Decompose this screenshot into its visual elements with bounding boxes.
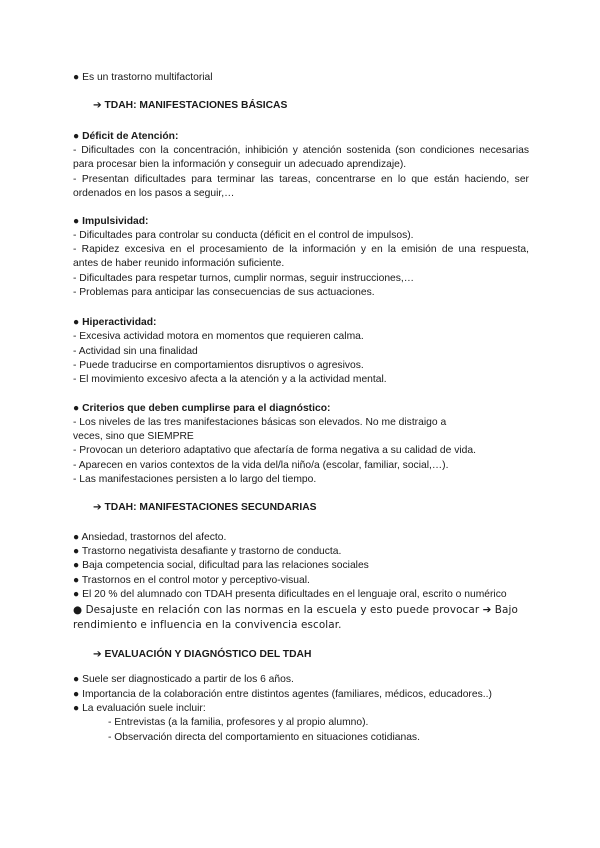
section-heading-evaluacion: ➔ EVALUACIÓN Y DIAGNÓSTICO DEL TDAH — [93, 649, 312, 660]
criterios-line: - Las manifestaciones persisten a lo largo del tiempo. — [73, 474, 317, 485]
criterios-line: - Aparecen en varios contextos de la vida del/la niño/a (escolar, familiar, social,…). — [73, 460, 449, 471]
evaluacion-item: ● Importancia de la colaboración entre distintos agentes (familiares, médicos, educadores..) — [73, 689, 492, 700]
desajuste-line: ● Desajuste en relación con las normas en la escuela y esto puede provocar ➔ Bajo — [73, 604, 518, 616]
impulsividad-line: - Dificultades para controlar su conducta (déficit en el control de impulsos). — [73, 230, 414, 241]
desajuste-line: rendimiento e influencia en la convivencia escolar. — [73, 619, 342, 631]
hiperactividad-line: - Puede traducirse en comportamientos disruptivos o agresivos. — [73, 360, 364, 371]
hiperactividad-line: - Excesiva actividad motora en momentos que requieren calma. — [73, 331, 364, 342]
secundarias-item: ● Trastorno negativista desafiante y trastorno de conducta. — [73, 546, 342, 557]
criterios-line: - Los niveles de las tres manifestaciones básicas son elevados. No me distraigo a — [73, 417, 447, 428]
impulsividad-heading: ● Impulsividad: — [73, 216, 149, 227]
secundarias-item: ● El 20 % del alumnado con TDAH presenta dificultades en el lenguaje oral, escrito o numérico — [73, 589, 507, 600]
section-heading-basicas: ➔ TDAH: MANIFESTACIONES BÁSICAS — [93, 100, 288, 111]
secundarias-item: ● Baja competencia social, dificultad para las relaciones sociales — [73, 560, 369, 571]
impulsividad-line: - Problemas para anticipar las consecuencias de sus actuaciones. — [73, 287, 375, 298]
impulsividad-line: antes de haber reunido información suficiente. — [73, 258, 285, 269]
evaluacion-item: ● La evaluación suele incluir: — [73, 703, 206, 714]
impulsividad-line: - Dificultades para respetar turnos, cumplir normas, seguir instrucciones,… — [73, 273, 415, 284]
evaluacion-item: ● Suele ser diagnosticado a partir de los 6 años. — [73, 674, 294, 685]
impulsividad-line: - Rapidez excesiva en el procesamiento de la información y en la emisión de una respuesta, — [73, 244, 529, 255]
evaluacion-subitem: - Observación directa del comportamiento en situaciones cotidianas. — [108, 732, 420, 743]
hiperactividad-line: - Actividad sin una finalidad — [73, 346, 198, 357]
hiperactividad-heading: ● Hiperactividad: — [73, 317, 157, 328]
section-heading-secundarias: ➔ TDAH: MANIFESTACIONES SECUNDARIAS — [93, 502, 317, 513]
secundarias-item: ● Trastornos en el control motor y perceptivo-visual. — [73, 575, 310, 586]
deficit-line: - Presentan dificultades para terminar las tareas, concentrarse en lo que están haciendo, ser — [73, 174, 529, 185]
hiperactividad-line: - El movimiento excesivo afecta a la atención y a la actividad mental. — [73, 374, 387, 385]
criterios-heading: ● Criterios que deben cumplirse para el diagnóstico: — [73, 403, 331, 414]
secundarias-item: ● Ansiedad, trastornos del afecto. — [73, 532, 227, 543]
deficit-line: - Dificultades con la concentración, inhibición y atención sostenida (son condiciones necesarias — [73, 145, 529, 156]
deficit-line: para procesar bien la información y conseguir un adecuado aprendizaje). — [73, 159, 407, 170]
deficit-heading: ● Déficit de Atención: — [73, 131, 179, 142]
deficit-line: ordenados en los pasos a seguir,… — [73, 188, 235, 199]
intro-bullet: ● Es un trastorno multifactorial — [73, 72, 213, 83]
criterios-line: veces, sino que SIEMPRE — [73, 431, 194, 442]
evaluacion-subitem: - Entrevistas (a la familia, profesores y al propio alumno). — [108, 717, 369, 728]
criterios-line: - Provocan un deterioro adaptativo que afectaría de forma negativa a su calidad de vida. — [73, 445, 476, 456]
